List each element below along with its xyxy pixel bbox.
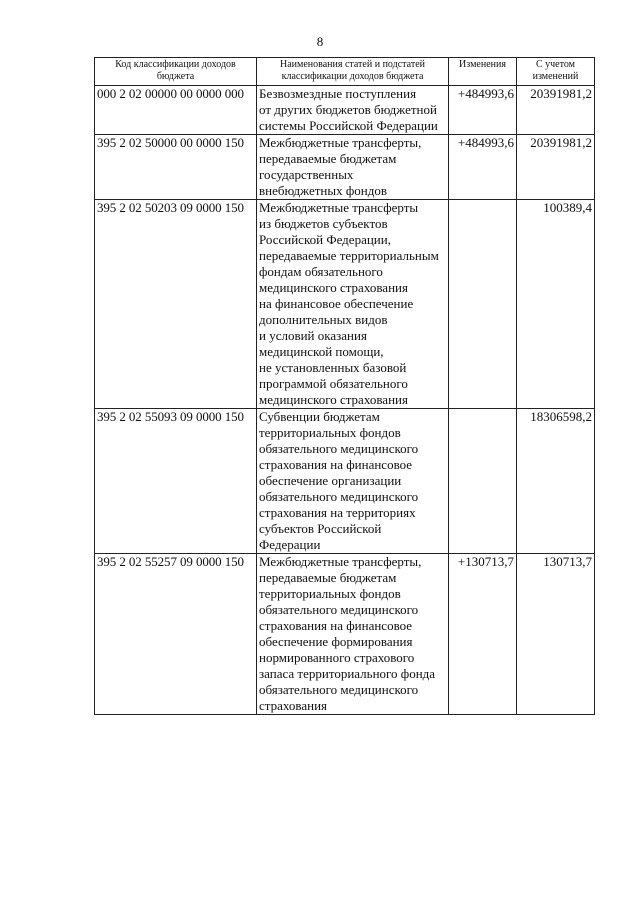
item-name-line: обязательного медицинского	[259, 602, 419, 617]
item-name-line: передаваемые территориальным	[259, 248, 439, 263]
item-name-line: Межбюджетные трансферты,	[259, 135, 422, 150]
item-name-line: субъектов Российской	[259, 521, 382, 536]
item-name-line: страхования на территориях	[259, 505, 416, 520]
total-cell: 18306598,2	[517, 409, 595, 554]
table-row	[95, 200, 595, 409]
item-name-line: программой обязательного	[259, 376, 408, 391]
item-name-cell	[257, 86, 449, 135]
item-name-line: Межбюджетные трансферты,	[259, 554, 422, 569]
total-cell: 20391981,2	[517, 86, 595, 135]
table-row	[95, 554, 595, 715]
item-name-line: фондам обязательного	[259, 264, 383, 279]
item-name-line: передаваемые бюджетам	[259, 570, 397, 585]
item-name-line: страхования на финансовое	[259, 618, 413, 633]
budget-code-cell: 000 2 02 00000 00 0000 000	[95, 86, 257, 135]
item-name-line: обеспечение организации	[259, 473, 402, 488]
item-name-line: на финансовое обеспечение	[259, 296, 414, 311]
header-change: Изменения	[449, 58, 517, 86]
item-name-line: внебюджетных фондов	[259, 183, 387, 198]
budget-code-cell: 395 2 02 55257 09 0000 150	[95, 554, 257, 715]
item-name-cell	[257, 409, 449, 554]
budget-code-cell: 395 2 02 50000 00 0000 150	[95, 135, 257, 200]
budget-revenue-table	[94, 57, 595, 715]
item-name-line: обязательного медицинского	[259, 682, 419, 697]
item-name-line: обязательного медицинского	[259, 441, 419, 456]
item-name-line: передаваемые бюджетам	[259, 151, 397, 166]
change-cell: +130713,7	[449, 554, 517, 715]
table-header-row	[95, 58, 595, 86]
table-row	[95, 86, 595, 135]
item-name-line: Безвозмездные поступления	[259, 86, 417, 101]
change-cell: +484993,6	[449, 86, 517, 135]
item-name-line: Субвенции бюджетам	[259, 409, 380, 424]
header-total: С учетом изменений	[517, 58, 595, 86]
item-name-line: дополнительных видов	[259, 312, 388, 327]
item-name-line: обеспечение формирования	[259, 634, 413, 649]
header-name: Наименования статей и подстатей классификации доходов бюджета	[257, 58, 449, 86]
item-name-line: государственных	[259, 167, 354, 182]
item-name-line: не установленных базовой	[259, 360, 407, 375]
total-cell: 100389,4	[517, 200, 595, 409]
change-cell	[449, 409, 517, 554]
item-name-line: и условий оказания	[259, 328, 367, 343]
item-name-line: Российской Федерации,	[259, 232, 391, 247]
item-name-line: территориальных фондов	[259, 586, 401, 601]
page-number: 8	[316, 34, 324, 49]
item-name-line: нормированного страхового	[259, 650, 415, 665]
item-name-line: из бюджетов субъектов	[259, 216, 388, 231]
item-name-line: страхования	[259, 698, 328, 713]
item-name-line: системы Российской Федерации	[259, 118, 438, 133]
item-name-cell	[257, 200, 449, 409]
budget-code-cell: 395 2 02 55093 09 0000 150	[95, 409, 257, 554]
item-name-line: медицинской помощи,	[259, 344, 384, 359]
table-body	[95, 86, 595, 715]
item-name-cell	[257, 554, 449, 715]
item-name-line: от других бюджетов бюджетной	[259, 102, 437, 117]
item-name-line: Федерации	[259, 537, 321, 552]
item-name-line: медицинского страхования	[259, 392, 408, 407]
change-cell	[449, 200, 517, 409]
item-name-cell	[257, 135, 449, 200]
item-name-line: обязательного медицинского	[259, 489, 419, 504]
item-name-line: страхования на финансовое	[259, 457, 413, 472]
budget-code-cell: 395 2 02 50203 09 0000 150	[95, 200, 257, 409]
item-name-line: запаса территориального фонда	[259, 666, 436, 681]
header-code: Код классификации доходов бюджета	[95, 58, 257, 86]
item-name-line: медицинского страхования	[259, 280, 408, 295]
total-cell: 130713,7	[517, 554, 595, 715]
total-cell: 20391981,2	[517, 135, 595, 200]
change-cell: +484993,6	[449, 135, 517, 200]
table-row	[95, 409, 595, 554]
item-name-line: Межбюджетные трансферты	[259, 200, 419, 215]
table-row	[95, 135, 595, 200]
item-name-line: территориальных фондов	[259, 425, 401, 440]
